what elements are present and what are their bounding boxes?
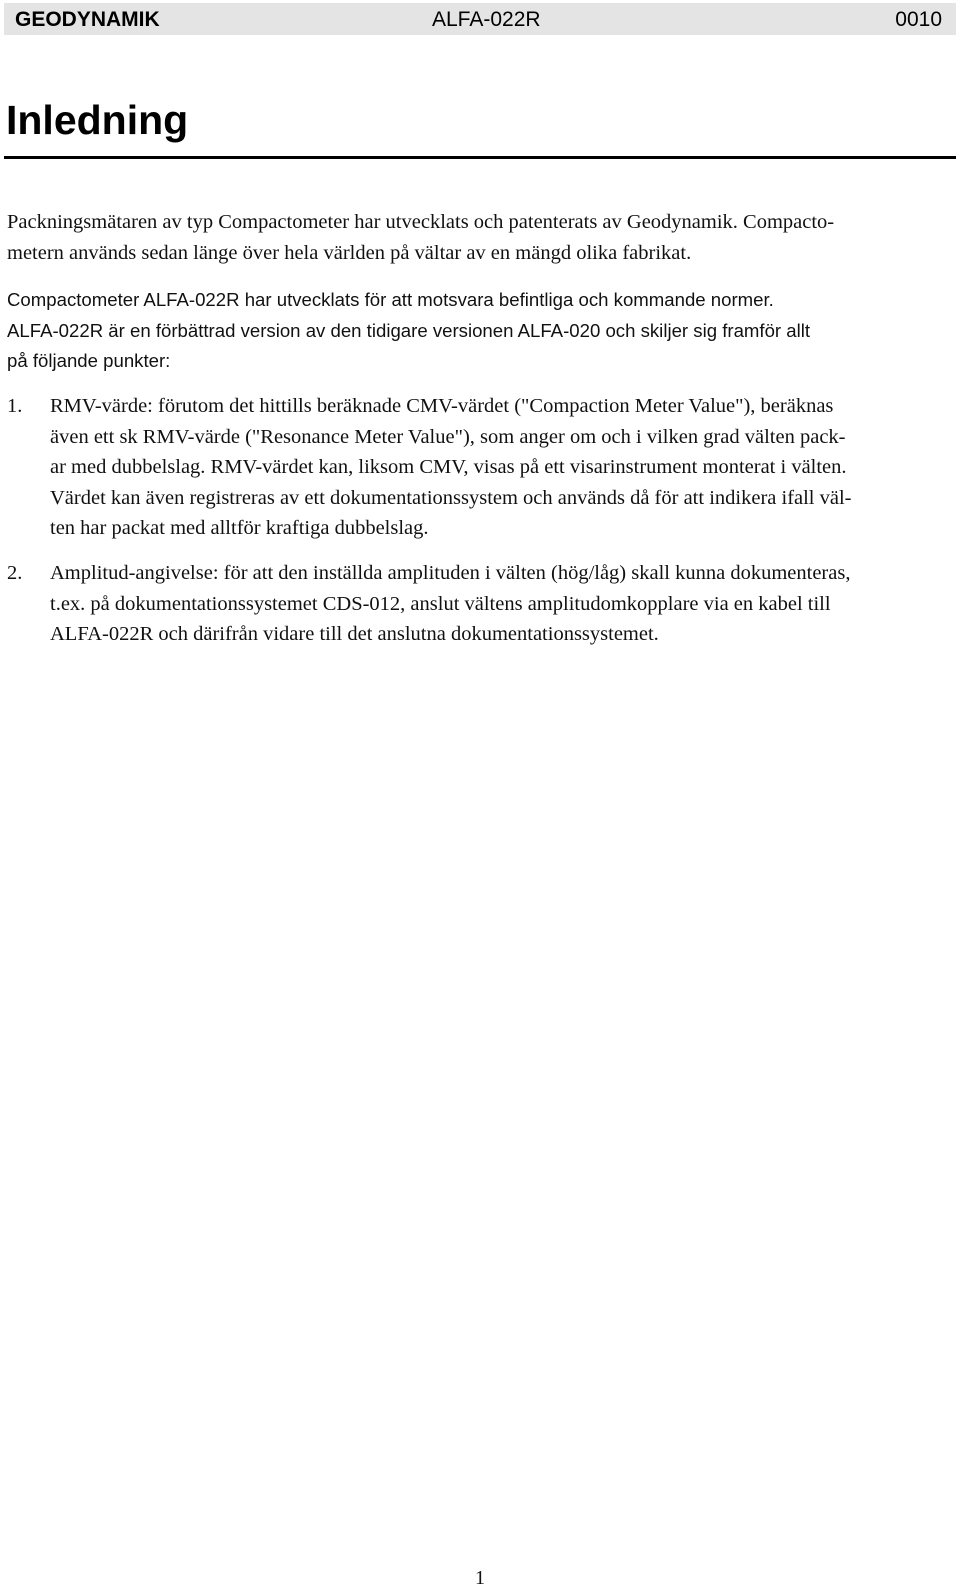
list-text: [50, 558, 952, 650]
text-line: även ett sk RMV-värde ("Resonance Meter Value"), som anger om och i vilken grad välten pack-: [50, 425, 846, 448]
header-company: GEODYNAMIK: [15, 8, 160, 31]
intro-paragraph: [7, 207, 952, 268]
header-product: ALFA-022R: [432, 8, 541, 31]
text-line: metern används sedan länge över hela världen på vältar av en mängd olika fabrikat.: [7, 241, 692, 264]
text-line: ten har packat med alltför kraftiga dubbelslag.: [50, 517, 429, 539]
page-number: 1: [475, 1567, 485, 1589]
text-line: ALFA-022R och därifrån vidare till det anslutna dokumentationssystemet.: [50, 623, 659, 645]
text-line: RMV-värde: förutom det hittills beräknade CMV-värdet ("Compaction Meter Value"), beräknas: [50, 395, 834, 417]
list-number: 2.: [7, 562, 23, 584]
text-line: ar med dubbelslag. RMV-värdet kan, liksom CMV, visas på ett visarinstrument monterat i välten.: [50, 456, 847, 478]
list-text: [50, 391, 952, 544]
text-line: Compactometer ALFA-022R har utvecklats för att motsvara befintliga och kommande normer.: [7, 289, 774, 310]
page-header: [4, 3, 956, 35]
text-line: ALFA-022R är en förbättrad version av den tidigare versionen ALFA-020 och skiljer sig framför allt: [7, 319, 811, 341]
text-line: t.ex. på dokumentationssystemet CDS-012, anslut vältens amplitudomkopplare via en kabel till: [50, 592, 831, 615]
text-line: Amplitud-angivelse: för att den inställda amplituden i välten (hög/låg) skall kunna dokumenteras,: [50, 562, 851, 584]
header-code: 0010: [895, 8, 942, 31]
page-title: Inledning: [6, 97, 189, 143]
list-number: 1.: [7, 395, 23, 417]
version-paragraph: [7, 285, 952, 377]
text-line: på följande punkter:: [7, 350, 171, 371]
text-line: Packningsmätaren av typ Compactometer har utvecklats och patenterats av Geodynamik. Compacto-: [7, 211, 835, 233]
text-line: Värdet kan även registreras av ett dokumentationssystem och används då för att indikera ifall väl-: [50, 486, 852, 509]
title-divider: [4, 156, 956, 159]
